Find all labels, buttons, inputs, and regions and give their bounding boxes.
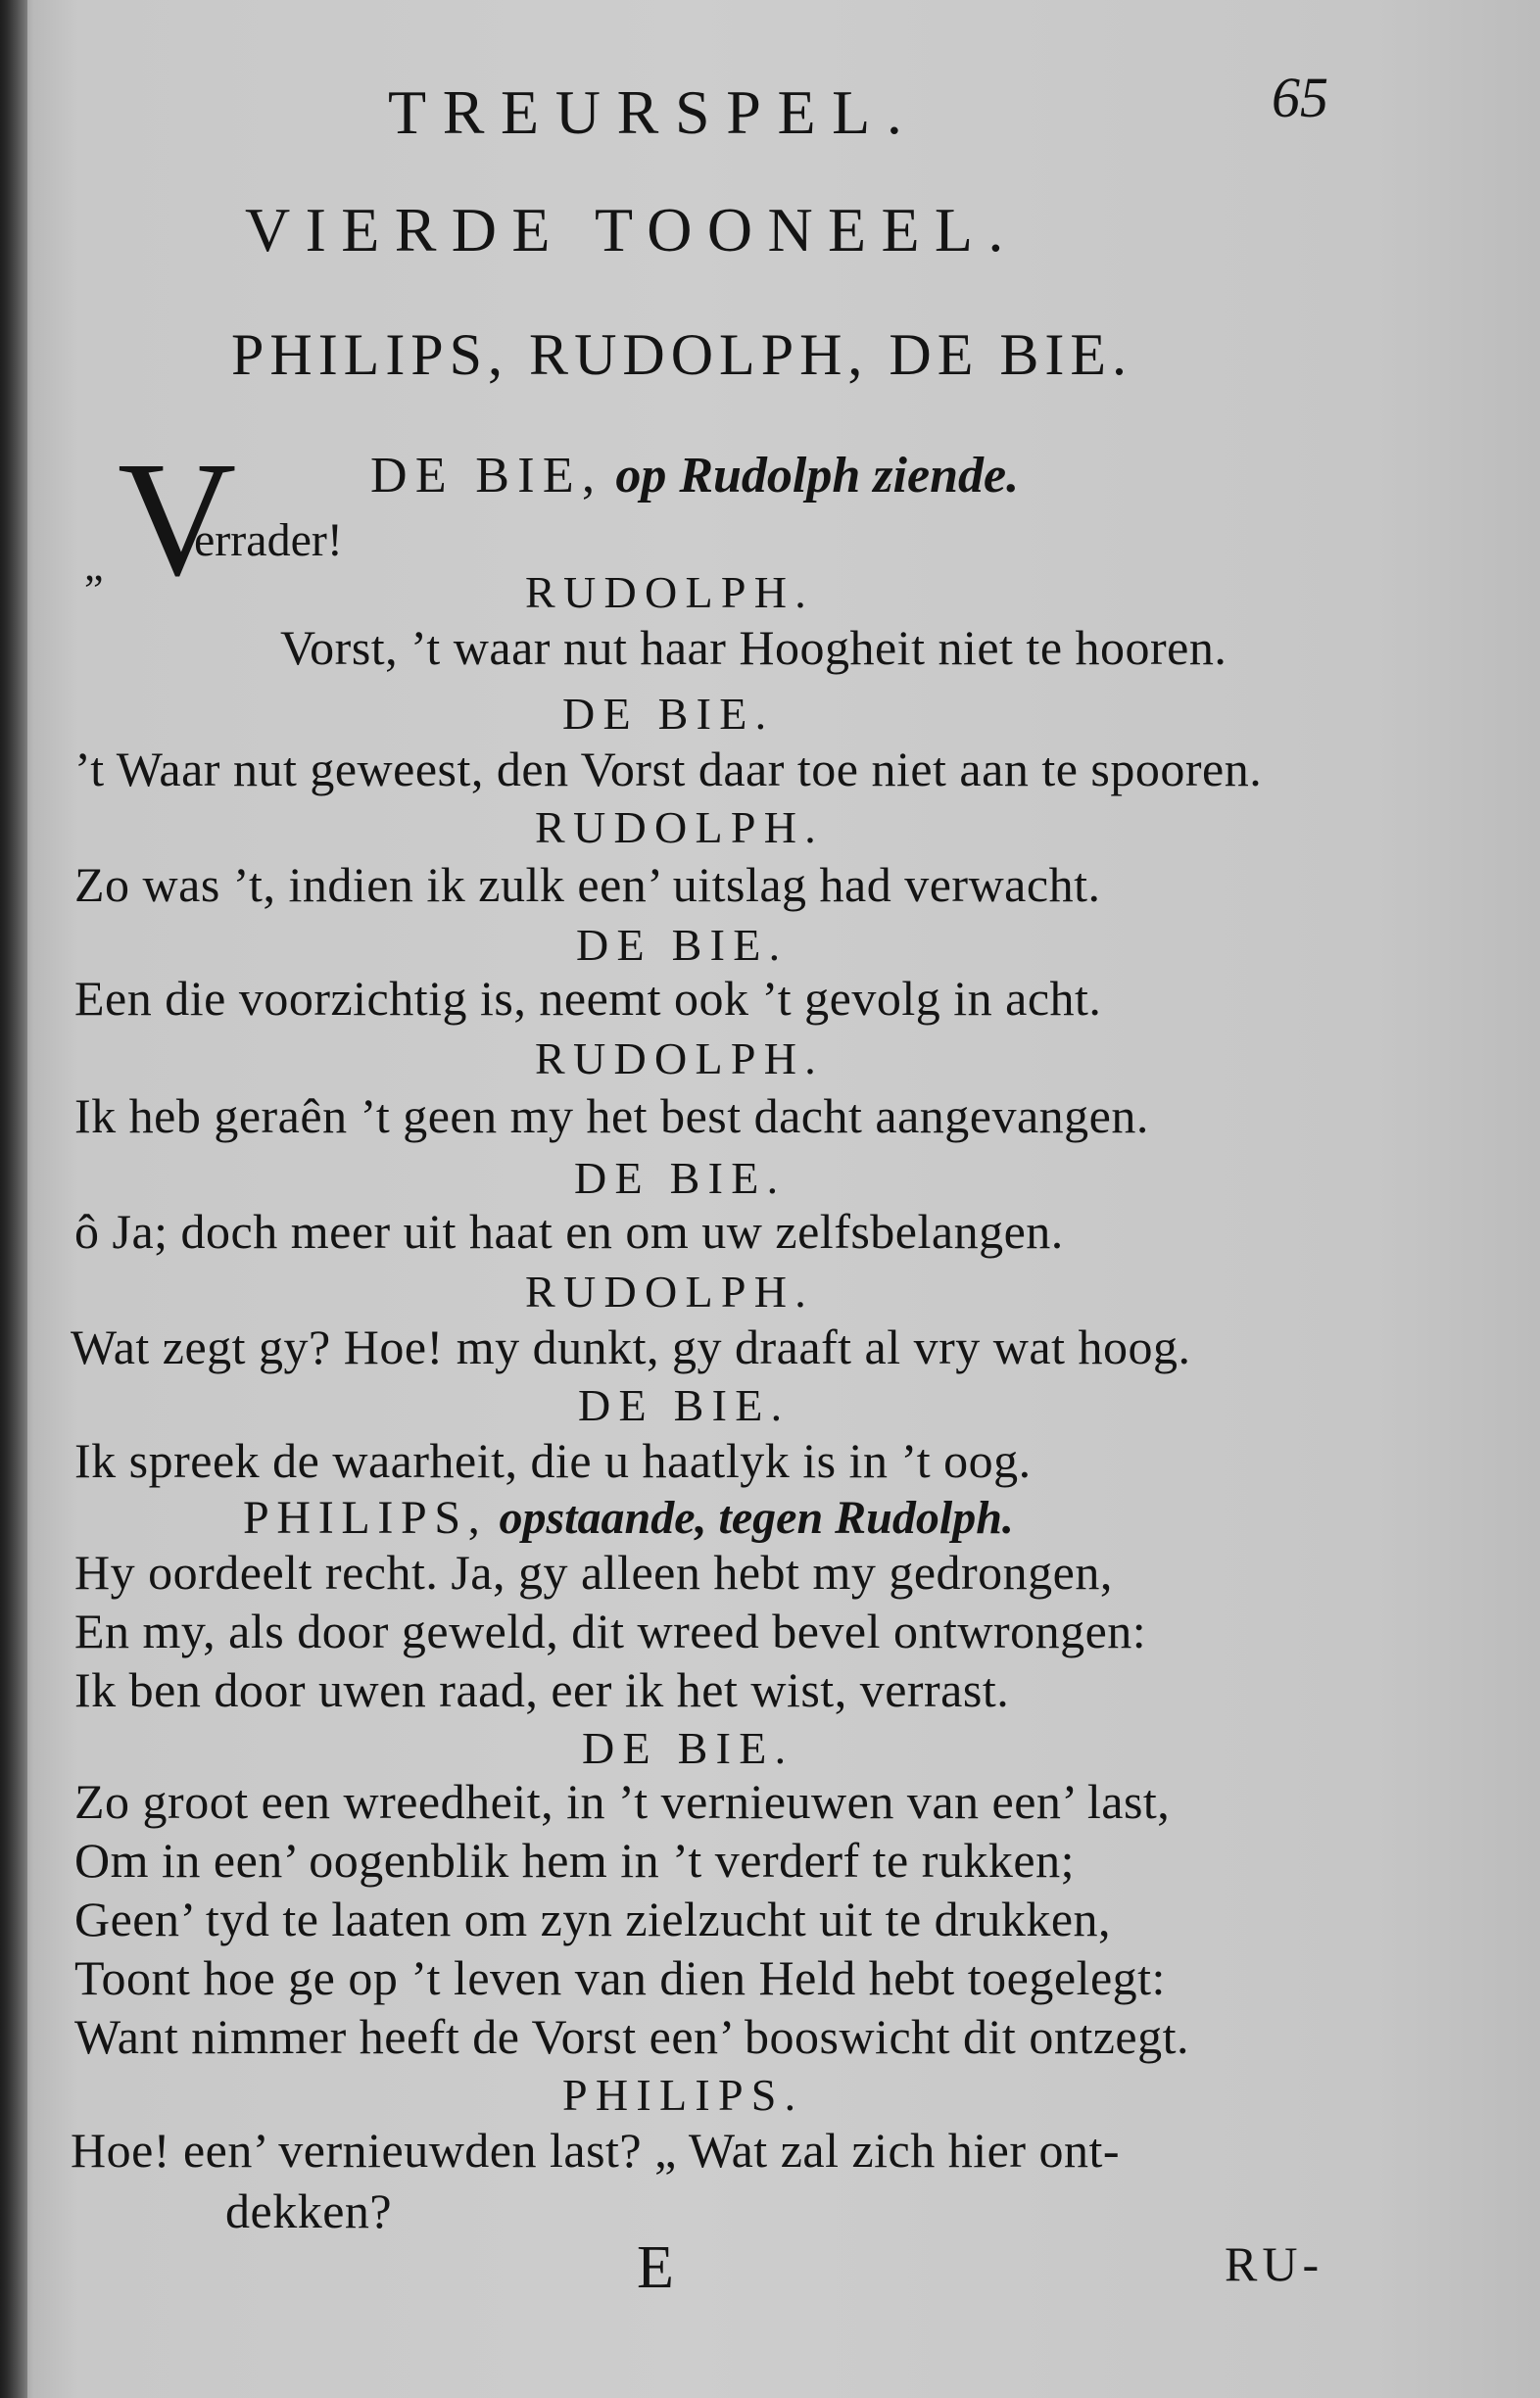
verse-line: Hy oordeelt recht. Ja, gy alleen hebt my gedrongen, xyxy=(74,1545,1113,1600)
quote-mark: „ xyxy=(84,542,104,590)
binding-gutter-shadow xyxy=(0,0,27,2398)
catchword: RU- xyxy=(1225,2236,1324,2291)
verse-line: ô Ja; doch meer uit haat en om uw zelfsbelangen. xyxy=(74,1204,1064,1259)
verse-line: ’t Waar nut geweest, den Vorst daar toe niet aan te spooren. xyxy=(74,742,1263,796)
stage-direction: opstaande, tegen Rudolph. xyxy=(499,1492,1014,1544)
speaker-label: RUDOLPH. xyxy=(525,1267,814,1317)
speaker-label: RUDOLPH. xyxy=(535,1033,824,1083)
drop-cap: V xyxy=(118,428,237,610)
speaker-label: PHILIPS. xyxy=(562,2070,804,2120)
verse-line: Geen’ tyd te laaten om zyn zielzucht uit te drukken, xyxy=(74,1892,1112,1946)
verse-line: Zo groot een wreedheit, in ’t vernieuwen van een’ last, xyxy=(74,1774,1171,1829)
verse-line: Om in een’ oogenblik hem in ’t verderf te rukken; xyxy=(74,1833,1075,1888)
page-number: 65 xyxy=(1272,66,1328,129)
verse-line: dekken? xyxy=(225,2183,393,2238)
speaker-label: RUDOLPH. xyxy=(525,567,814,617)
speaker-label: DE BIE. xyxy=(562,689,775,739)
running-title: TREURSPEL. xyxy=(388,77,919,147)
verse-line: Een die voorzichtig is, neemt ook ’t gevolg in acht. xyxy=(74,971,1102,1026)
speaker-label: DE BIE. xyxy=(582,1723,794,1773)
first-line-text: errader! xyxy=(194,514,343,566)
verse-line: Ik ben door uwen raad, eer ik het wist, verrast. xyxy=(74,1662,1010,1717)
verse-line: En my, als door geweld, dit wreed bevel ontwrongen: xyxy=(74,1604,1147,1658)
speaker-label: DE BIE. xyxy=(574,1153,787,1203)
scene-cast: PHILIPS, RUDOLPH, DE BIE. xyxy=(231,322,1133,387)
first-stage-direction: op Rudolph ziende. xyxy=(615,448,1020,504)
speaker-label: DE BIE. xyxy=(578,1380,791,1430)
verse-line: Want nimmer heeft de Vorst een’ booswicht dit ontzegt. xyxy=(74,2009,1189,2064)
speaker-label: PHILIPS, xyxy=(243,1492,488,1544)
verse-line: Zo was ’t, indien ik zulk een’ uitslag had verwacht. xyxy=(74,857,1101,912)
verse-line: Ik spreek de waarheit, die u haatlyk is in ’t oog. xyxy=(74,1433,1032,1488)
verse-line: Wat zegt gy? Hoe! my dunkt, gy draaft al vry wat hoog. xyxy=(71,1319,1191,1374)
verse-line: Hoe! een’ vernieuwden last? „ Wat zal zich hier ont- xyxy=(71,2123,1121,2178)
speaker-label: DE BIE. xyxy=(576,920,789,970)
first-speech-heading xyxy=(370,447,1019,504)
first-speaker: DE BIE, xyxy=(370,448,603,504)
speaker-with-direction xyxy=(243,1491,1014,1545)
speaker-label: RUDOLPH. xyxy=(535,802,824,852)
verse-line: Toont hoe ge op ’t leven van dien Held hebt toegelegt: xyxy=(74,1950,1166,2005)
signature-mark: E xyxy=(637,2234,674,2301)
verse-line: Ik heb geraên ’t geen my het best dacht aangevangen. xyxy=(74,1088,1149,1143)
scene-title: VIERDE TOONEEL. xyxy=(245,195,1019,264)
verse-line: Vorst, ’t waar nut haar Hoogheit niet te hooren. xyxy=(280,620,1227,675)
